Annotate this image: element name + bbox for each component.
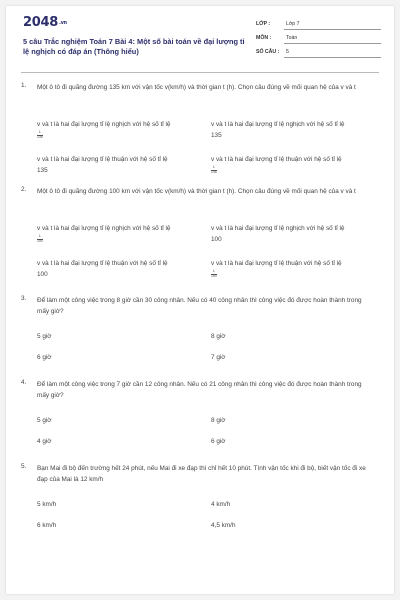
meta-value: Toán	[286, 35, 298, 41]
option-b[interactable]	[211, 119, 381, 141]
option-text: 4 km/h	[211, 501, 231, 508]
option-text: v và t là hai đại lượng tỉ lệ nghịch với hệ số tỉ lệ	[211, 225, 345, 232]
option-b[interactable]	[211, 331, 381, 342]
meta-subject	[256, 33, 381, 44]
question-number: 4.	[21, 379, 27, 386]
denominator: 100	[211, 273, 217, 278]
option-text: v và t là hai đại lượng tỉ lệ thuận với hệ số tỉ lệ	[37, 156, 168, 163]
numerator: 1	[212, 269, 215, 274]
option-text: v và t là hai đại lượng tỉ lệ nghịch với hệ số tỉ lệ	[37, 121, 171, 128]
numerator: 1	[38, 130, 41, 135]
option-d[interactable]	[211, 520, 381, 531]
option-text: 4 giờ	[37, 438, 52, 445]
option-text: 6 giờ	[211, 438, 226, 445]
option-c[interactable]	[37, 154, 207, 176]
option-text: v và t là hai đại lượng tỉ lệ nghịch với hệ số tỉ lệ	[37, 225, 171, 232]
meta-underline	[284, 43, 381, 44]
meta-label: MÔN :	[256, 35, 272, 41]
option-c[interactable]	[37, 352, 207, 363]
fraction	[211, 270, 217, 278]
option-a[interactable]	[37, 223, 207, 245]
fraction	[37, 235, 43, 243]
meta-question-count	[256, 47, 381, 58]
option-d[interactable]	[211, 154, 381, 176]
site-logo[interactable]	[23, 15, 67, 30]
question-text: Một ô tô đi quãng đường 135 km với vận tốc v(km/h) và thời gian t (h). Chọn câu đúng về mối quan hệ của v và t	[37, 84, 356, 91]
option-c[interactable]	[37, 436, 207, 447]
question-number: 3.	[21, 295, 27, 302]
page-title: 5 câu Trắc nghiệm Toán 7 Bài 4: Một số bài toán về đại lượng tỉ lệ nghịch có đáp án (Thông hiểu)	[23, 37, 245, 56]
option-text: 5 giờ	[37, 417, 52, 424]
option-text: v và t là hai đại lượng tỉ lệ thuận với hệ số tỉ lệ	[37, 260, 168, 267]
worksheet-page	[6, 6, 394, 594]
denominator: 100	[37, 238, 43, 243]
fraction	[211, 166, 217, 174]
option-b[interactable]	[211, 499, 381, 510]
option-value: 135	[211, 132, 222, 139]
option-text: 6 giờ	[37, 354, 52, 361]
option-value: 135	[37, 167, 48, 174]
option-value: 100	[211, 236, 222, 243]
fraction	[37, 131, 43, 139]
option-text: 4,5 km/h	[211, 522, 236, 529]
option-text: 8 giờ	[211, 417, 226, 424]
logo-suffix: .vn	[58, 19, 67, 26]
meta-label: LỚP :	[256, 21, 271, 27]
question-number: 1.	[21, 82, 27, 89]
meta-value: Lớp 7	[286, 21, 300, 27]
option-value: 100	[37, 271, 48, 278]
header-divider	[21, 72, 379, 73]
numerator: 1	[38, 234, 41, 239]
option-text: v và t là hai đại lượng tỉ lệ thuận với hệ số tỉ lệ	[211, 260, 342, 267]
question-text: Để làm một công việc trong 8 giờ cần 30 công nhân. Nếu có 40 công nhân thì công việc đó được hoàn thành trong mấy giờ?	[37, 297, 362, 315]
question-text: Một ô tô đi quãng đường 100 km với vận tốc v(km/h) và thời gian t (h). Chọn câu đúng về mối quan hệ của v và t	[37, 188, 356, 195]
logo-text: 2048	[23, 15, 58, 30]
numerator: 1	[212, 165, 215, 170]
question-text: Bạn Mai đi bộ đến trường hết 24 phút, nếu Mai đi xe đạp thì chỉ hết 10 phút. Tính vận tốc khi đi bộ, biết vận tốc đi xe đạp của Mai là 12 km/h	[37, 465, 366, 483]
denominator: 135	[211, 169, 217, 174]
question-number: 2.	[21, 186, 27, 193]
option-a[interactable]	[37, 415, 207, 426]
denominator: 135	[37, 134, 43, 139]
option-d[interactable]	[211, 436, 381, 447]
option-text: v và t là hai đại lượng tỉ lệ thuận với hệ số tỉ lệ	[211, 156, 342, 163]
meta-grade	[256, 19, 381, 30]
option-text: 5 km/h	[37, 501, 57, 508]
option-text: v và t là hai đại lượng tỉ lệ nghịch với hệ số tỉ lệ	[211, 121, 345, 128]
option-b[interactable]	[211, 415, 381, 426]
option-d[interactable]	[211, 258, 381, 280]
option-text: 8 giờ	[211, 333, 226, 340]
meta-underline	[284, 57, 381, 58]
option-text: 5 giờ	[37, 333, 52, 340]
meta-underline	[284, 29, 381, 30]
question-text: Để làm một công việc trong 7 giờ cần 12 công nhân. Nếu có 21 công nhân thì công việc đó được hoàn thành trong mấy giờ?	[37, 381, 362, 399]
question-number: 5.	[21, 463, 27, 470]
option-text: 6 km/h	[37, 522, 57, 529]
option-d[interactable]	[211, 352, 381, 363]
header	[6, 6, 394, 66]
option-b[interactable]	[211, 223, 381, 245]
option-a[interactable]	[37, 499, 207, 510]
option-c[interactable]	[37, 258, 207, 280]
option-a[interactable]	[37, 331, 207, 342]
option-a[interactable]	[37, 119, 207, 141]
option-text: 7 giờ	[211, 354, 226, 361]
meta-value: 5	[286, 49, 289, 55]
meta-label: SỐ CÂU :	[256, 49, 280, 55]
option-c[interactable]	[37, 520, 207, 531]
